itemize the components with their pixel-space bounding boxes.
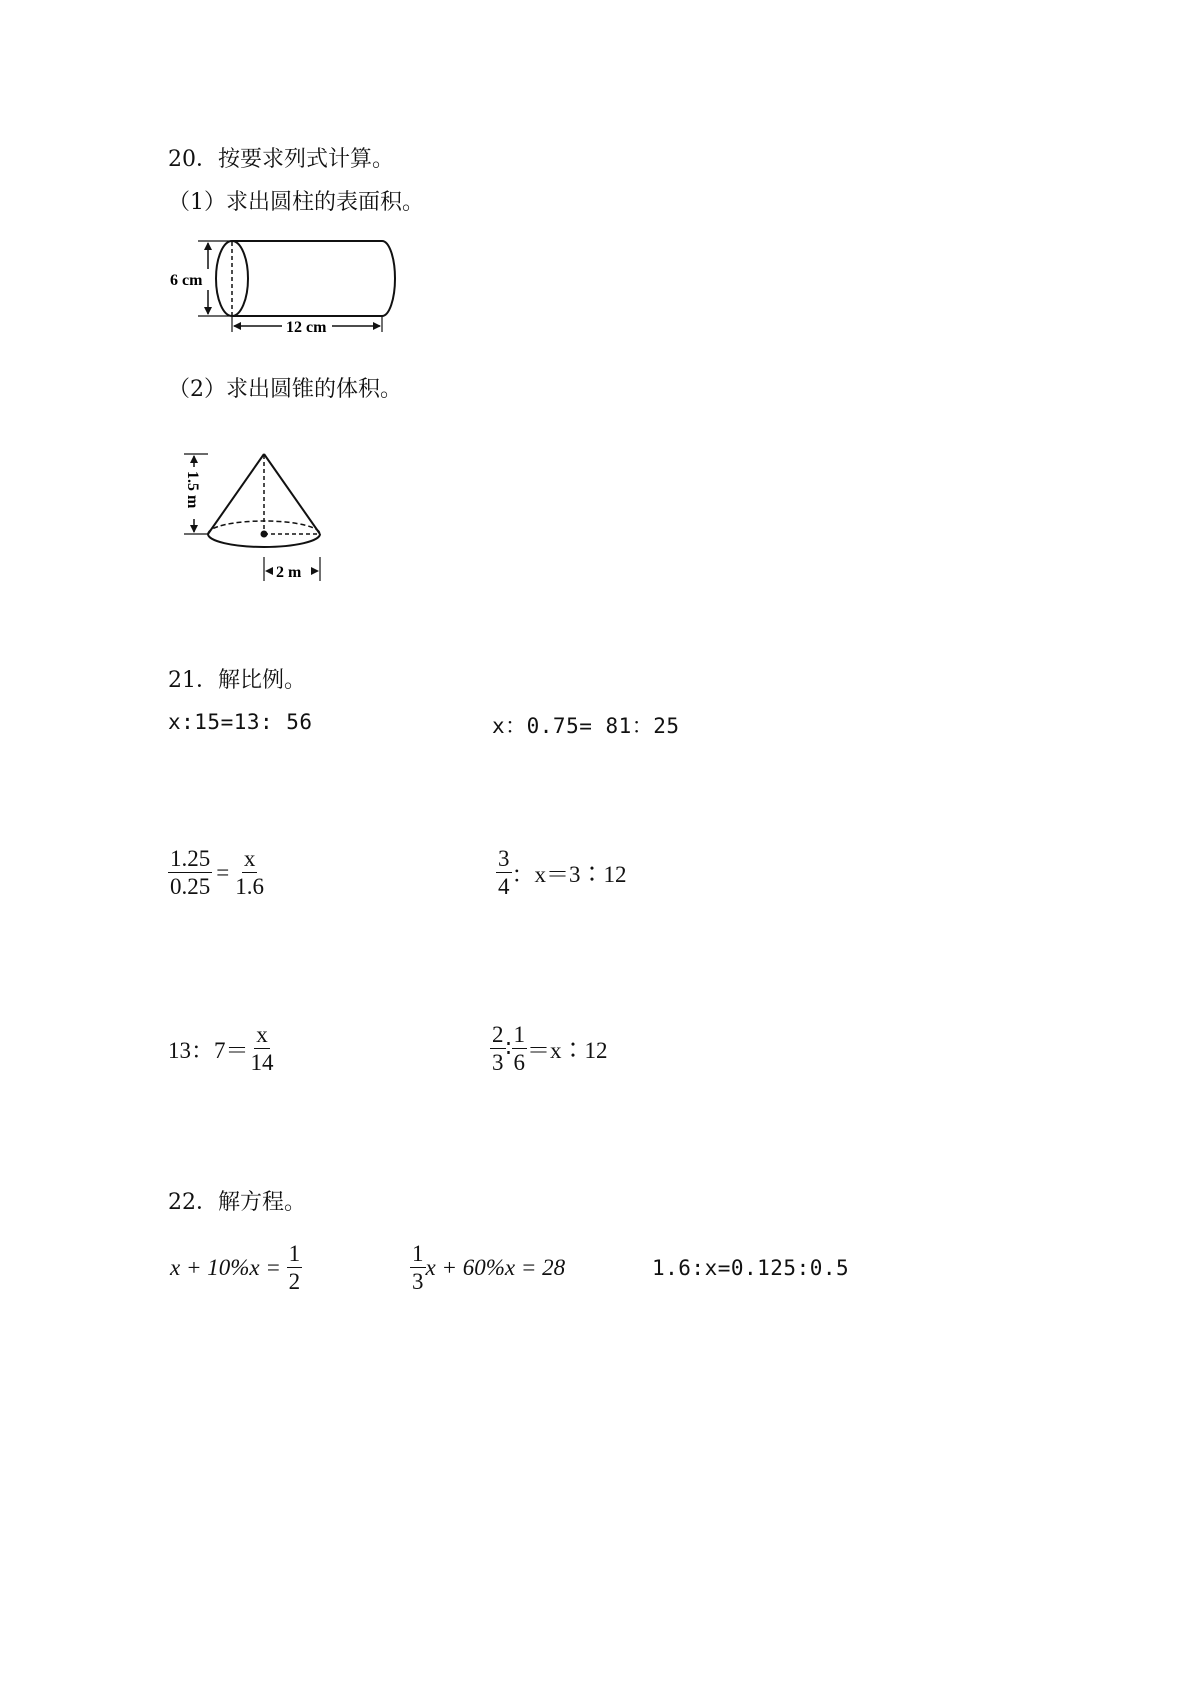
fraction: $\frac{1}{6}$ xyxy=(513,1022,525,1076)
q21-eq5: 13：7＝ $\frac{x}{14}$ xyxy=(168,1022,274,1076)
cylinder-length-label: 12 cm xyxy=(286,319,327,336)
q21-eq6: $\frac{2}{3}$ ∶ $\frac{1}{6}$ ＝x∶12 xyxy=(492,1022,608,1076)
fraction: $\frac{3}{4}$ xyxy=(498,846,510,900)
fraction: $\frac{1}{2}$ xyxy=(288,1241,301,1295)
q22-eq1: x + 10%x = $\frac{1}{2}$ xyxy=(170,1241,301,1295)
cone-radius-label: 2 m xyxy=(276,564,302,581)
q21-eq4: $\frac{3}{4}$ ：x＝3∶12 xyxy=(498,846,627,900)
q22-title: 22．解方程。 xyxy=(168,1190,306,1215)
fraction: $\frac{x}{1.6}$ xyxy=(235,846,264,900)
q21-eq3: $\frac{1.25}{0.25}$ = $\frac{x}{1.6}$ xyxy=(170,846,264,900)
q21-title: 21．解比例。 xyxy=(168,668,306,693)
q20-title: 20．按要求列式计算。 xyxy=(168,147,394,172)
cylinder-diameter-label: 6 cm xyxy=(170,272,203,289)
cone-height-label: 1.5 m xyxy=(184,471,201,509)
fraction: $\frac{1.25}{0.25}$ xyxy=(170,846,211,900)
fraction: $\frac{2}{3}$ xyxy=(492,1022,504,1076)
q20-part1: （1）求出圆柱的表面积。 xyxy=(168,190,424,215)
q22-eq2: $\frac{1}{3}$ x + 60%x = 28 xyxy=(412,1241,566,1295)
q21-eq1: x:15=13: 56 xyxy=(168,710,313,734)
q20-part2: （2）求出圆锥的体积。 xyxy=(168,377,402,402)
q21-eq2: x：0.75= 81：25 xyxy=(492,714,680,738)
cone-figure xyxy=(180,445,350,590)
fraction: $\frac{x}{14}$ xyxy=(250,1022,274,1076)
fraction: $\frac{1}{3}$ xyxy=(412,1241,424,1295)
cylinder-figure xyxy=(160,232,410,352)
q22-eq3: 1.6:x=0.125:0.5 xyxy=(652,1256,850,1280)
